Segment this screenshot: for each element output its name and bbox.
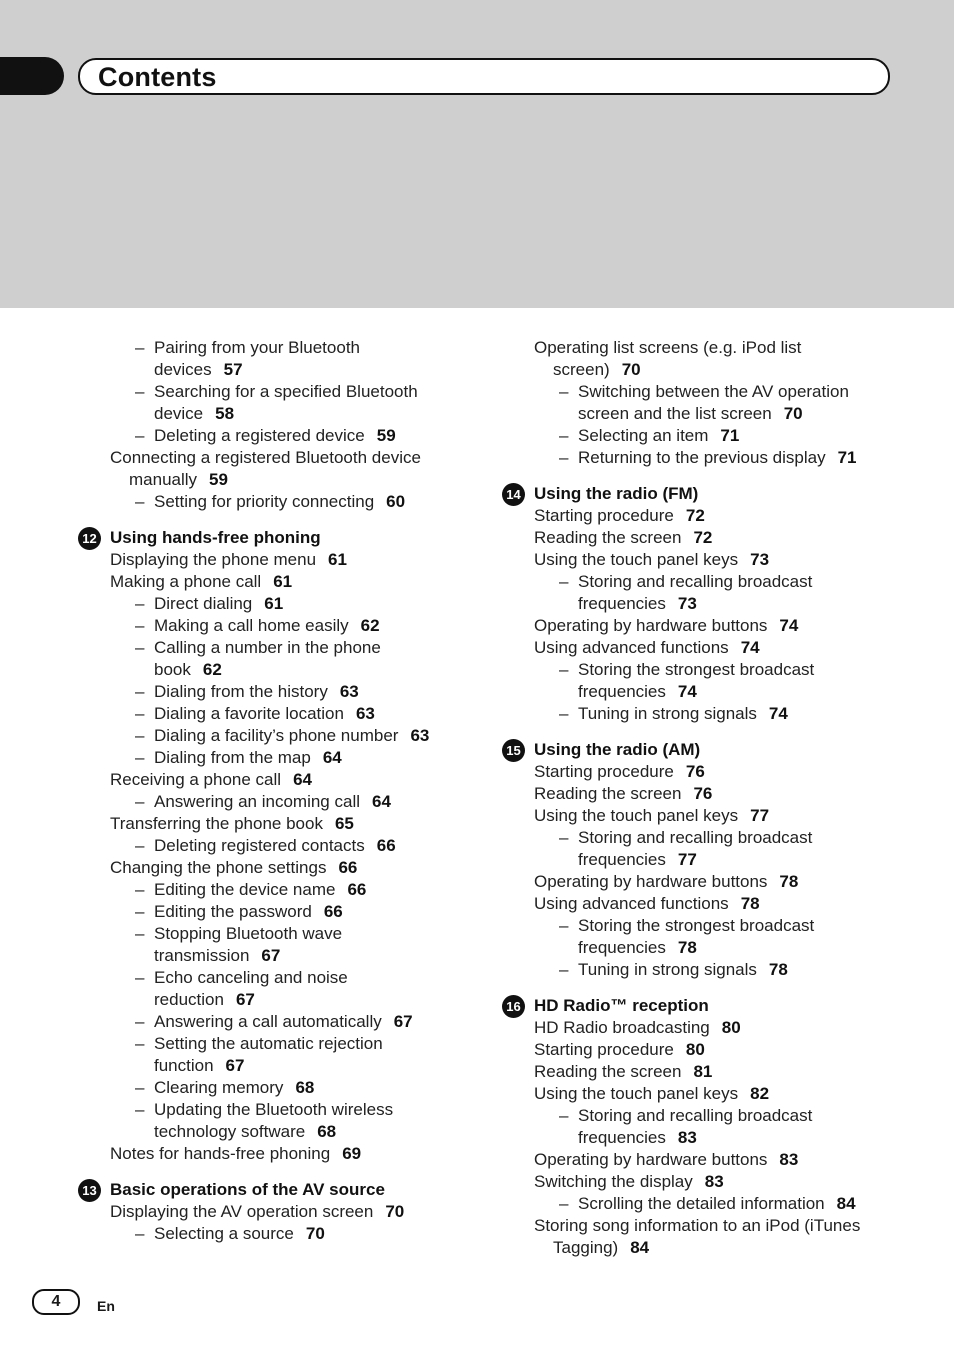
title-box (78, 58, 890, 95)
toc-subentry[interactable] (78, 638, 478, 660)
toc-entry[interactable] (78, 858, 478, 880)
toc-page-number: 63 (410, 726, 430, 745)
toc-entry[interactable] (502, 872, 922, 894)
toc-entry-continuation[interactable] (502, 1238, 922, 1260)
dash-bullet: – (559, 828, 569, 847)
toc-page-number: 72 (685, 506, 705, 525)
toc-page-number: 71 (720, 426, 740, 445)
toc-page-number: 67 (225, 1056, 245, 1075)
toc-section-heading[interactable] (502, 484, 922, 506)
toc-entry-label: Pairing from your Bluetooth (154, 338, 360, 357)
dash-bullet: – (135, 594, 145, 613)
toc-entry-label: Dialing a facility’s phone number (154, 726, 399, 745)
toc-page-number: 58 (215, 404, 235, 423)
dash-bullet: – (135, 338, 145, 357)
toc-entry-label: reduction (154, 990, 224, 1009)
language-label: En (97, 1298, 115, 1314)
section-number-badge: 16 (502, 995, 525, 1018)
toc-subentry[interactable] (502, 660, 922, 682)
toc-subentry[interactable] (502, 426, 922, 448)
toc-page-number: 62 (202, 660, 222, 679)
toc-subentry[interactable] (78, 726, 478, 748)
toc-entry-label: frequencies (578, 682, 666, 701)
toc-entry-continuation[interactable] (78, 470, 478, 492)
toc-page-number: 67 (393, 1012, 413, 1031)
toc-entry-label: Deleting a registered device (154, 426, 365, 445)
toc-entry[interactable] (78, 550, 478, 572)
toc-entry-label: Tagging) (553, 1238, 619, 1257)
toc-subentry-continuation[interactable] (502, 404, 922, 426)
toc-entry[interactable] (502, 1040, 922, 1062)
toc-entry-label: Using hands-free phoning (110, 528, 321, 547)
toc-page-number: 74 (768, 704, 788, 723)
toc-page-number: 64 (372, 792, 391, 811)
toc-page-number: 67 (235, 990, 255, 1009)
toc-page-number: 82 (750, 1084, 770, 1103)
toc-entry[interactable] (502, 506, 922, 528)
toc-page-number: 61 (328, 550, 347, 569)
toc-entry-label: Clearing memory (154, 1078, 284, 1097)
dash-bullet: – (135, 682, 145, 701)
toc-page-number: 62 (360, 616, 380, 635)
dash-bullet: – (135, 1034, 145, 1053)
toc-page-number: 57 (223, 360, 243, 379)
dash-bullet: – (559, 572, 569, 591)
toc-entry-label: Notes for hands-free phoning (110, 1144, 331, 1163)
toc-subentry[interactable] (78, 682, 478, 704)
toc-section-heading[interactable] (502, 996, 922, 1018)
toc-page-number: 78 (677, 938, 697, 957)
toc-entry-label: Dialing a favorite location (154, 704, 344, 723)
toc-subentry[interactable] (502, 704, 922, 726)
toc-page-number: 61 (273, 572, 293, 591)
toc-subentry-continuation[interactable] (502, 594, 922, 616)
toc-entry-label: HD Radio broadcasting (534, 1018, 710, 1037)
toc-page-number: 63 (355, 704, 375, 723)
toc-entry-label: frequencies (578, 1128, 666, 1147)
toc-subentry[interactable] (78, 1034, 478, 1056)
toc-page-number: 61 (264, 594, 284, 613)
toc-entry-label: function (154, 1056, 214, 1075)
toc-entry-label: Basic operations of the AV source (110, 1180, 385, 1199)
toc-entry-label: Calling a number in the phone (154, 638, 381, 657)
toc-entry-label: Receiving a phone call (110, 770, 282, 789)
toc-entry-label: Selecting an item (578, 426, 709, 445)
section-number-badge: 15 (502, 739, 525, 762)
toc-subentry-continuation[interactable] (78, 404, 478, 426)
dash-bullet: – (559, 660, 569, 679)
dash-bullet: – (135, 1078, 145, 1097)
dash-bullet: – (135, 836, 145, 855)
toc-subentry[interactable] (78, 748, 478, 770)
toc-entry[interactable] (502, 338, 922, 360)
toc-entry-label: Reading the screen (534, 784, 682, 803)
toc-page-number: 64 (322, 748, 342, 767)
toc-entry[interactable] (502, 550, 922, 572)
toc-entry-label: Making a phone call (110, 572, 262, 591)
dash-bullet: – (135, 1224, 145, 1243)
toc-entry-label: frequencies (578, 850, 666, 869)
toc-entry[interactable] (502, 1216, 922, 1238)
toc-entry[interactable] (78, 572, 478, 594)
toc-entry-label: Using the touch panel keys (534, 1084, 739, 1103)
toc-entry-label: Using the touch panel keys (534, 806, 739, 825)
toc-subentry-continuation[interactable] (78, 990, 478, 1012)
dash-bullet: – (135, 616, 145, 635)
toc-entry-label: Operating by hardware buttons (534, 616, 768, 635)
toc-subentry[interactable] (78, 492, 478, 514)
toc-entry-label: Transferring the phone book (110, 814, 323, 833)
dash-bullet: – (135, 748, 145, 767)
toc-page-number: 66 (323, 902, 343, 921)
toc-page-number: 78 (740, 894, 760, 913)
toc-subentry[interactable] (502, 1194, 922, 1216)
toc-entry-label: HD Radio™ reception (534, 996, 709, 1015)
toc-subentry[interactable] (78, 792, 478, 814)
toc-entry-label: Storing song information to an iPod (iTunes (534, 1216, 861, 1235)
toc-subentry[interactable] (78, 924, 478, 946)
toc-subentry[interactable] (502, 828, 922, 850)
toc-subentry[interactable] (78, 968, 478, 990)
toc-entry-label: screen) (553, 360, 610, 379)
toc-page-number: 70 (783, 404, 803, 423)
toc-subentry[interactable] (502, 448, 922, 470)
dash-bullet: – (559, 426, 569, 445)
toc-entry-label: Operating by hardware buttons (534, 872, 768, 891)
toc-entry-label: Updating the Bluetooth wireless (154, 1100, 394, 1119)
toc-entry-label: Switching between the AV operation (578, 382, 849, 401)
toc-subentry-continuation[interactable] (502, 1128, 922, 1150)
toc-page-number: 81 (693, 1062, 713, 1081)
toc-page-number: 78 (779, 872, 799, 891)
toc-subentry-continuation[interactable] (78, 1122, 478, 1144)
toc-entry-label: Scrolling the detailed information (578, 1194, 825, 1213)
toc-entry-label: technology software (154, 1122, 306, 1141)
dash-bullet: – (559, 448, 569, 467)
toc-page-number: 84 (630, 1238, 650, 1257)
toc-entry-label: Selecting a source (154, 1224, 294, 1243)
toc-entry-label: Making a call home easily (154, 616, 349, 635)
toc-entry-label: Setting the automatic rejection (154, 1034, 383, 1053)
toc-page-number: 59 (209, 470, 228, 489)
toc-entry-label: Storing the strongest broadcast (578, 916, 815, 935)
toc-entry[interactable] (502, 1062, 922, 1084)
section-number-badge: 13 (78, 1179, 101, 1202)
toc-entry[interactable] (502, 1172, 922, 1194)
toc-entry-label: Tuning in strong signals (578, 704, 757, 723)
page-title: Contents (98, 62, 217, 92)
toc-entry-label: Starting procedure (534, 506, 674, 525)
toc-entry-label: frequencies (578, 938, 666, 957)
toc-entry-label: manually (129, 470, 198, 489)
toc-page-number: 64 (293, 770, 312, 789)
toc-entry[interactable] (502, 1018, 922, 1040)
dash-bullet: – (135, 968, 145, 987)
toc-subentry[interactable] (78, 616, 478, 638)
toc-subentry-continuation[interactable] (78, 660, 478, 682)
dash-bullet: – (559, 1194, 569, 1213)
toc-page-number: 69 (342, 1144, 362, 1163)
toc-entry[interactable] (502, 1084, 922, 1106)
dash-bullet: – (559, 704, 569, 723)
dash-bullet: – (559, 960, 569, 979)
toc-entry-label: Operating by hardware buttons (534, 1150, 768, 1169)
toc-entry-label: Reading the screen (534, 528, 682, 547)
toc-page-number: 73 (677, 594, 697, 613)
toc-entry-label: book (154, 660, 191, 679)
toc-page-number: 83 (677, 1128, 697, 1147)
toc-entry-label: Using the radio (AM) (534, 740, 701, 759)
toc-entry-label: Using the radio (FM) (534, 484, 699, 503)
toc-entry-label: Starting procedure (534, 762, 674, 781)
dash-bullet: – (135, 704, 145, 723)
toc-entry-label: Editing the password (154, 902, 312, 921)
toc-subentry[interactable] (78, 338, 478, 360)
dash-bullet: – (135, 1012, 145, 1031)
toc-page-number: 77 (750, 806, 770, 825)
toc-entry-label: Searching for a specified Bluetooth (154, 382, 418, 401)
toc-entry-continuation[interactable] (502, 360, 922, 382)
toc-subentry[interactable] (502, 916, 922, 938)
toc-entry-label: Switching the display (534, 1172, 693, 1191)
toc-page-number: 60 (386, 492, 406, 511)
toc-entry-label: Storing the strongest broadcast (578, 660, 815, 679)
dash-bullet: – (559, 1106, 569, 1125)
toc-entry-label: Operating list screens (e.g. iPod list (534, 338, 802, 357)
toc-page-number: 73 (750, 550, 770, 569)
toc-page-number: 67 (261, 946, 281, 965)
toc-page-number: 65 (334, 814, 354, 833)
toc-page-number: 59 (376, 426, 396, 445)
toc-page-number: 83 (704, 1172, 724, 1191)
toc-entry-label: Storing and recalling broadcast (578, 828, 813, 847)
toc-page-number: 71 (837, 448, 857, 467)
section-tab-marker (0, 57, 64, 95)
toc-page-number: 66 (338, 858, 358, 877)
toc-subentry[interactable] (78, 1012, 478, 1034)
toc-page-number: 78 (768, 960, 788, 979)
toc-entry-label: Dialing from the map (154, 748, 311, 767)
section-number-badge: 14 (502, 483, 525, 506)
toc-section-heading[interactable] (78, 1180, 478, 1202)
dash-bullet: – (135, 902, 145, 921)
toc-entry[interactable] (78, 448, 478, 470)
toc-page-number: 72 (693, 528, 713, 547)
toc-entry-label: Editing the device name (154, 880, 336, 899)
toc-entry[interactable] (502, 762, 922, 784)
toc-subentry[interactable] (78, 426, 478, 448)
toc-entry-label: Displaying the phone menu (110, 550, 317, 569)
toc-subentry[interactable] (78, 836, 478, 858)
toc-subentry-continuation[interactable] (502, 850, 922, 872)
toc-subentry-continuation[interactable] (78, 360, 478, 382)
toc-entry[interactable] (78, 814, 478, 836)
toc-entry-label: Using the touch panel keys (534, 550, 739, 569)
toc-entry-label: Changing the phone settings (110, 858, 327, 877)
toc-page-number: 68 (317, 1122, 337, 1141)
toc-entry[interactable] (502, 806, 922, 828)
toc-entry-label: Displaying the AV operation screen (110, 1202, 374, 1221)
toc-page-number: 76 (685, 762, 705, 781)
toc-entry-label: Direct dialing (154, 594, 253, 613)
toc-page-number: 83 (779, 1150, 799, 1169)
dash-bullet: – (135, 726, 145, 745)
toc-entry-label: Deleting registered contacts (154, 836, 365, 855)
toc-page-number: 68 (295, 1078, 315, 1097)
toc-page-number: 74 (677, 682, 697, 701)
toc-entry-label: Storing and recalling broadcast (578, 572, 813, 591)
toc-entry[interactable] (502, 784, 922, 806)
toc-entry[interactable] (78, 770, 478, 792)
toc-entry-label: Storing and recalling broadcast (578, 1106, 813, 1125)
toc-subentry[interactable] (502, 960, 922, 982)
toc-subentry-continuation[interactable] (78, 946, 478, 968)
toc-page-number: 80 (685, 1040, 705, 1059)
toc-subentry-continuation[interactable] (502, 938, 922, 960)
toc-entry[interactable] (502, 616, 922, 638)
dash-bullet: – (135, 792, 145, 811)
toc-page-number: 66 (376, 836, 396, 855)
toc-subentry[interactable] (502, 1106, 922, 1128)
header-band (0, 0, 954, 308)
toc-subentry[interactable] (502, 382, 922, 404)
toc-page-number: 70 (385, 1202, 405, 1221)
toc-page-number: 63 (339, 682, 359, 701)
toc-subentry[interactable] (78, 880, 478, 902)
toc-entry-label: frequencies (578, 594, 666, 613)
toc-entry-label: Returning to the previous display (578, 448, 826, 467)
toc-subentry[interactable] (78, 704, 478, 726)
toc-entry-label: Reading the screen (534, 1062, 682, 1081)
toc-page-number: 80 (721, 1018, 741, 1037)
toc-subentry[interactable] (78, 594, 478, 616)
toc-entry-label: Starting procedure (534, 1040, 674, 1059)
toc-subentry[interactable] (502, 572, 922, 594)
toc-entry[interactable] (502, 894, 922, 916)
toc-page-number: 77 (677, 850, 697, 869)
dash-bullet: – (559, 916, 569, 935)
toc-entry-label: Using advanced functions (534, 638, 729, 657)
toc-subentry-continuation[interactable] (78, 1056, 478, 1078)
toc-entry-label: Using advanced functions (534, 894, 729, 913)
toc-page-number: 66 (347, 880, 367, 899)
toc-entry-label: Dialing from the history (154, 682, 328, 701)
dash-bullet: – (135, 492, 145, 511)
toc-entry-label: Connecting a registered Bluetooth device (110, 448, 421, 467)
toc-entry[interactable] (78, 1202, 478, 1224)
toc-subentry[interactable] (78, 1078, 478, 1100)
toc-column-left (78, 338, 478, 1246)
toc-entry-label: Tuning in strong signals (578, 960, 757, 979)
toc-section-heading[interactable] (502, 740, 922, 762)
toc-page-number: 76 (693, 784, 713, 803)
toc-page-number: 70 (621, 360, 641, 379)
toc-page-number: 70 (305, 1224, 325, 1243)
toc-entry-label: Echo canceling and noise (154, 968, 348, 987)
dash-bullet: – (135, 426, 145, 445)
toc-entry-label: transmission (154, 946, 250, 965)
toc-page-number: 84 (836, 1194, 856, 1213)
toc-entry[interactable] (78, 1144, 478, 1166)
toc-entry[interactable] (502, 1150, 922, 1172)
dash-bullet: – (559, 382, 569, 401)
section-number-badge: 12 (78, 527, 101, 550)
toc-subentry-continuation[interactable] (502, 682, 922, 704)
toc-subentry[interactable] (78, 1224, 478, 1246)
toc-entry-label: devices (154, 360, 212, 379)
dash-bullet: – (135, 924, 145, 943)
dash-bullet: – (135, 638, 145, 657)
toc-entry-label: screen and the list screen (578, 404, 772, 423)
dash-bullet: – (135, 1100, 145, 1119)
toc-entry[interactable] (502, 528, 922, 550)
toc-column-right (502, 338, 922, 1260)
page-number: 4 (32, 1289, 80, 1315)
toc-subentry[interactable] (78, 902, 478, 924)
toc-subentry[interactable] (78, 382, 478, 404)
toc-entry-label: Stopping Bluetooth wave (154, 924, 343, 943)
toc-entry-label: device (154, 404, 204, 423)
toc-entry-label: Answering an incoming call (154, 792, 360, 811)
toc-page-number: 74 (779, 616, 799, 635)
toc-section-heading[interactable] (78, 528, 478, 550)
dash-bullet: – (135, 382, 145, 401)
toc-entry[interactable] (502, 638, 922, 660)
toc-entry-label: Setting for priority connecting (154, 492, 375, 511)
toc-page-number: 74 (740, 638, 760, 657)
dash-bullet: – (135, 880, 145, 899)
toc-subentry[interactable] (78, 1100, 478, 1122)
toc-entry-label: Answering a call automatically (154, 1012, 382, 1031)
